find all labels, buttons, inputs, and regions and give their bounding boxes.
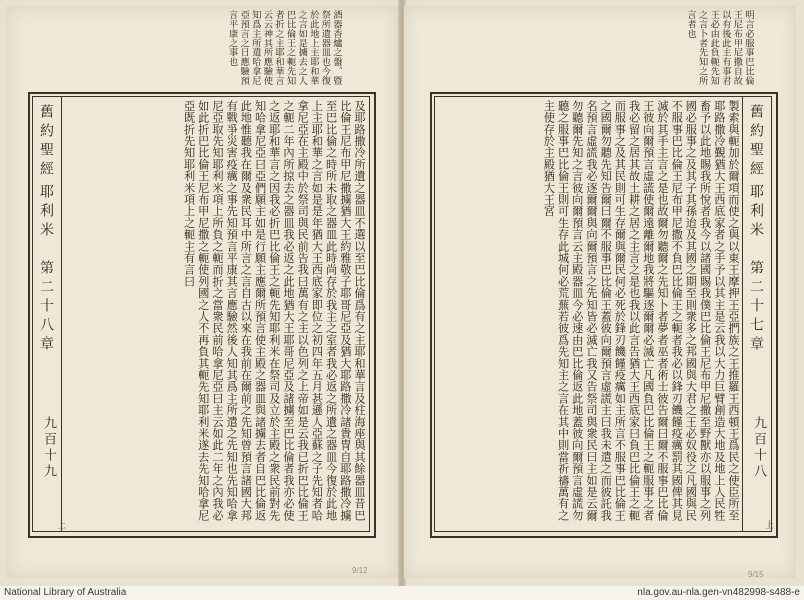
left-header-book-name: 耶利米 [38,184,54,241]
left-page [6,6,398,578]
image-identifier: nla.gov.au-nla.gen-vn482998-s488-e [637,587,800,598]
right-marginal-notes: 明言必服事巴比倫王尼布甲尼撒自故以有後此主有事君王必由此負軛先知之言卜者先知之所言者也 [685,10,754,86]
right-header-book: 舊約聖經 [748,104,764,180]
right-header-book-name: 耶利米 [748,184,764,241]
left-body-text: 及耶路撒冷所遺之器皿不選以至巴比倫爲有之主耶和華言及柱海座與其餘器皿昔巴比倫王尼布甲尼撒擄猶大王約雅敬子耶哥尼亞及猶大耶路撒冷諸貴冑自耶路撒冷擄至巴比倫之時所未取之器皿此時尚存於我主之室者我必返之所遺之器皿今復於此地上主耶和華之言如是是年猶大王西底家即位之初四年五月甚遜人亞蘇之子先知者哈拿尼亞在主殿中於祭司與民前告我曰萬有之主以色列之上帝如是云我已折巴比倫王之軛二年內所掠去之器皿我必返之此地猶大王耶哥尼亞及諸擄至巴比倫者我亦必使之返耶和華言之因我必折巴比倫王之軛先知耶利米在祭司及立於主殿之衆民前對先知哈拿尼亞曰亞們願主如是行願主應爾所預言使主殿之器皿與諸擄去者自巴比倫返此地惟聽我在爾及衆民耳中所言之言自古以來在我前在爾前之先知曾預言諸國大邦有戰爭災害疫癘之事先知預言平康其言應驗然後人知其爲主所遣之先知也先知哈拿尼亞取先知耶利米項上所負之軛而折之當衆民前哈拿尼亞曰主云如此二年之內我必如此折巴比倫王尼布甲尼撒之軛使列國之人不再負其軛先知耶利米遂去先知哈拿尼亞既折先知耶利米項上之軛主有言曰 [182,100,366,522]
right-page [404,6,796,578]
right-header-chapter: 第二十七章 [748,260,764,355]
library-credit: National Library of Australia [4,587,127,598]
right-pencil-mark: 9/15 [748,570,764,579]
left-page-number: 九百十九 [41,416,56,480]
right-corner-mark: 上 [763,520,773,529]
right-page-number: 九百十八 [751,416,766,480]
left-header-book: 舊約聖經 [38,104,54,180]
footer-bar [0,586,804,600]
right-body-text: 製索與軛加於爾項而使之與以東王摩押王亞捫族之王推羅王西頓王爲民之使臣所至耶路撒冷覲猶大王西底家者之手予以其主是云我以大力巨臂創造大地及地上人民牲畜予以此地賜我所悅者我今以諸國賜我僕巴比倫王尼布甲尼撒至野獸亦以服事之列國必服事之及其子其孫迨及其國之期至則衆多之邦國與大君之王必奴役之凡國與民不服事巴比倫王尼布甲尼撒不負巴比倫王之軛者我必以鋒刃饑饉疫癘罰其國俾其見滅於其手主言之是也故爾勿聽爾之先知卜者夢者巫者術士彼告爾曰爾不服事巴比倫王彼向爾預言虛謊使爾遠離爾地我將驅逐爾爾必滅亡凡國負巴比倫王之軛服事之者我必留之居其故土耕之居之主言之是也我以此言告猶大王西底家曰負巴比倫王之軛而服事之及其民則可生存爾與爾民何必死於鋒刃饑饉疫癘如主所言不服事巴比倫王之國爾勿聽先知告爾曰爾不服事巴比倫王蓋彼向爾預言虛謊主曰我未遣之而彼託我名預言虛謊我必逐爾爾與向爾預言之先知皆必滅亡我又告祭司與衆民曰主如是云爾勿聽爾先知之言彼向爾預言云主殿器皿今必速由巴比倫返此地蓋彼向爾預言虛謊勿聽之服事巴比倫王則可生存此城何必荒蕪若彼爲先知主之言在其中則當祈禱萬有之主使存於主殿猶大王宮 [542,100,740,522]
left-marginal-notes: 酒器香爐之盤、暨祭所遺器皿也今復於此地上主耶和華之言如是擄去之人巴比倫王之軛先知者折之主耶和華言云云神其所應驗使知爲主所遣哈拿尼亞預言之日應驗預言平康之事也 [226,10,342,86]
left-header-chapter: 第二十八章 [38,260,54,355]
left-pencil-mark: 9/12 [352,566,368,575]
left-corner-mark: 上 [55,520,65,529]
